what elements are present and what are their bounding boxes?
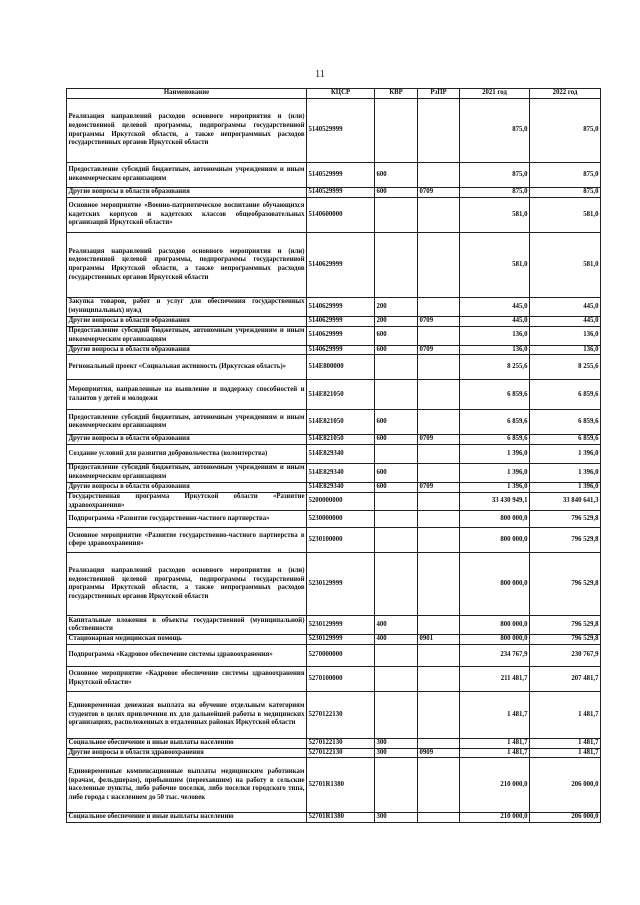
cell-name: Другие вопросы в области образования — [67, 345, 307, 355]
cell-2022: 33 840 641,3 — [530, 492, 601, 510]
table-row — [67, 492, 601, 510]
cell-code: 5270122130 — [307, 691, 375, 738]
cell-2021: 1 481,7 — [460, 748, 530, 758]
cell-2022: 581,0 — [530, 198, 601, 233]
table-row — [67, 233, 601, 298]
cell-code: 5230100000 — [307, 528, 375, 553]
cell-2022: 796 529,8 — [530, 553, 601, 616]
cell-rzpr — [418, 326, 460, 345]
cell-name: Предоставление субсидий бюджетным, автономным учреждениям и иным некоммерческим организациям — [67, 326, 307, 345]
table-row — [67, 317, 601, 327]
header-name: Наименование — [67, 89, 307, 99]
cell-2021: 211 481,7 — [460, 666, 530, 691]
cell-name: Единовременная денежная выплата на обучение отдельным категориям студентов в целях привлечения их для дальнейшей работы в медицинских организациях, расположенных в отдаленных районах Иркутской области — [67, 691, 307, 738]
cell-2021: 234 767,9 — [460, 644, 530, 666]
table-row — [67, 483, 601, 493]
cell-code: 514E821050 — [307, 380, 375, 410]
header-rzpr: РзПР — [418, 89, 460, 99]
table-row — [67, 528, 601, 553]
table-row — [67, 748, 601, 758]
header-code: КЦСР — [307, 89, 375, 99]
table-row — [67, 410, 601, 435]
cell-2022: 1 481,7 — [530, 748, 601, 758]
header-kvr: КВР — [375, 89, 418, 99]
cell-kvr: 600 — [375, 483, 418, 493]
cell-2022: 1 396,0 — [530, 483, 601, 493]
cell-name: Основное мероприятие «Кадровое обеспечение системы здравоохранения Иркутской области» — [67, 666, 307, 691]
cell-kvr — [375, 691, 418, 738]
cell-2022: 6 859,6 — [530, 410, 601, 435]
cell-rzpr: 0709 — [418, 435, 460, 445]
cell-2021: 445,0 — [460, 298, 530, 317]
cell-code: 5230129999 — [307, 616, 375, 635]
cell-kvr — [375, 380, 418, 410]
cell-name: Другие вопросы в области здравоохранения — [67, 748, 307, 758]
cell-code: 5270000000 — [307, 644, 375, 666]
table-row — [67, 616, 601, 635]
cell-name: Другие вопросы в области образования — [67, 188, 307, 198]
cell-name: Государственная программа Иркутской области «Развитие здравоохранения» — [67, 492, 307, 510]
cell-2021: 875,0 — [460, 99, 530, 163]
cell-rzpr — [418, 298, 460, 317]
cell-kvr — [375, 511, 418, 528]
cell-2021: 136,0 — [460, 345, 530, 355]
cell-rzpr — [418, 691, 460, 738]
cell-name: Создание условий для развития добровольчества (волонтерства) — [67, 445, 307, 464]
cell-code: 5230129999 — [307, 635, 375, 645]
table-row — [67, 188, 601, 198]
cell-name: Стационарная медицинская помощь — [67, 635, 307, 645]
cell-name: Основное мероприятие «Развитие государственно-частного партнерства в сфере здравоохранения» — [67, 528, 307, 553]
cell-2022: 6 859,6 — [530, 380, 601, 410]
cell-code: 5270100000 — [307, 666, 375, 691]
table-header-row — [67, 89, 601, 99]
cell-2021: 875,0 — [460, 163, 530, 188]
cell-2021: 1 396,0 — [460, 464, 530, 483]
cell-2022: 206 000,0 — [530, 813, 601, 823]
table-row — [67, 198, 601, 233]
cell-rzpr: 0709 — [418, 188, 460, 198]
cell-2022: 875,0 — [530, 188, 601, 198]
cell-name: Единовременные компенсационные выплаты медицинским работникам (врачам, фельдшерам), прибывшим (переехавшим) на работу в сельские населенные пункты, либо рабочие поселки, либо поселки городского типа, либо города с населением до 50 тыс. человек — [67, 758, 307, 813]
cell-2021: 800 000,0 — [460, 528, 530, 553]
cell-2021: 800 000,0 — [460, 553, 530, 616]
cell-2021: 210 000,0 — [460, 813, 530, 823]
cell-code: 5270122130 — [307, 748, 375, 758]
table-row — [67, 666, 601, 691]
cell-rzpr: 0709 — [418, 345, 460, 355]
cell-kvr: 600 — [375, 464, 418, 483]
cell-rzpr — [418, 511, 460, 528]
cell-kvr: 600 — [375, 410, 418, 435]
cell-2022: 136,0 — [530, 345, 601, 355]
cell-2022: 1 396,0 — [530, 445, 601, 464]
cell-code: 514E829340 — [307, 464, 375, 483]
cell-2021: 8 255,6 — [460, 355, 530, 380]
cell-kvr: 300 — [375, 813, 418, 823]
cell-code: 5200000000 — [307, 492, 375, 510]
cell-2022: 8 255,6 — [530, 355, 601, 380]
cell-name: Реализация направлений расходов основного мероприятия и (или) ведомственной целевой программы, подпрограммы государственной программы Иркутской области, а также непрограммных расходов государственных органов Иркутской области — [67, 553, 307, 616]
cell-kvr: 600 — [375, 326, 418, 345]
table-row — [67, 813, 601, 823]
cell-code: 5140629999 — [307, 345, 375, 355]
cell-name: Реализация направлений расходов основного мероприятия и (или) ведомственной целевой программы, подпрограммы государственной программы Иркутской области, а также непрограммных расходов государственных органов Иркутской области — [67, 99, 307, 163]
cell-2022: 1 396,0 — [530, 464, 601, 483]
cell-kvr — [375, 198, 418, 233]
cell-rzpr — [418, 553, 460, 616]
cell-rzpr — [418, 813, 460, 823]
cell-2021: 6 859,6 — [460, 435, 530, 445]
cell-kvr — [375, 758, 418, 813]
cell-2022: 445,0 — [530, 298, 601, 317]
table-row — [67, 326, 601, 345]
cell-name: Подпрограмма «Развитие государственно-частного партнерства» — [67, 511, 307, 528]
cell-2022: 136,0 — [530, 326, 601, 345]
cell-kvr: 200 — [375, 317, 418, 327]
cell-2021: 800 000,0 — [460, 635, 530, 645]
cell-rzpr — [418, 738, 460, 748]
cell-2021: 136,0 — [460, 326, 530, 345]
cell-2021: 6 859,6 — [460, 380, 530, 410]
table-row — [67, 635, 601, 645]
table-row — [67, 464, 601, 483]
cell-2022: 581,0 — [530, 233, 601, 298]
table-row — [67, 691, 601, 738]
cell-rzpr — [418, 445, 460, 464]
cell-rzpr: 0901 — [418, 635, 460, 645]
cell-name: Другие вопросы в области образования — [67, 435, 307, 445]
cell-rzpr — [418, 163, 460, 188]
cell-2022: 875,0 — [530, 163, 601, 188]
cell-rzpr — [418, 666, 460, 691]
table-row — [67, 553, 601, 616]
table-row — [67, 738, 601, 748]
table-row — [67, 758, 601, 813]
cell-name: Мероприятия, направленные на выявление и поддержку способностей и талантов у детей и молодежи — [67, 380, 307, 410]
cell-rzpr — [418, 410, 460, 435]
cell-2021: 1 396,0 — [460, 445, 530, 464]
cell-name: Подпрограмма «Кадровое обеспечение системы здравоохранения» — [67, 644, 307, 666]
cell-2021: 800 000,0 — [460, 511, 530, 528]
cell-2021: 6 859,6 — [460, 410, 530, 435]
cell-2022: 207 481,7 — [530, 666, 601, 691]
cell-code: 5230000000 — [307, 511, 375, 528]
cell-2021: 445,0 — [460, 317, 530, 327]
cell-2022: 230 767,9 — [530, 644, 601, 666]
header-2022: 2022 год — [530, 89, 601, 99]
cell-2022: 875,0 — [530, 99, 601, 163]
table-row — [67, 511, 601, 528]
cell-2022: 796 529,8 — [530, 635, 601, 645]
cell-rzpr: 0709 — [418, 317, 460, 327]
cell-code: 514E821050 — [307, 435, 375, 445]
cell-code: 514E821050 — [307, 410, 375, 435]
table-row — [67, 345, 601, 355]
cell-2022: 206 000,0 — [530, 758, 601, 813]
cell-kvr — [375, 99, 418, 163]
cell-2022: 796 529,8 — [530, 511, 601, 528]
cell-kvr — [375, 355, 418, 380]
cell-2021: 875,0 — [460, 188, 530, 198]
cell-kvr — [375, 528, 418, 553]
cell-2022: 445,0 — [530, 317, 601, 327]
cell-kvr: 600 — [375, 345, 418, 355]
cell-rzpr — [418, 355, 460, 380]
cell-code: 5140629999 — [307, 233, 375, 298]
cell-2021: 581,0 — [460, 233, 530, 298]
table-row — [67, 99, 601, 163]
cell-2022: 1 481,7 — [530, 738, 601, 748]
cell-code: 5140529999 — [307, 188, 375, 198]
cell-2022: 6 859,6 — [530, 435, 601, 445]
cell-rzpr — [418, 99, 460, 163]
cell-rzpr — [418, 233, 460, 298]
cell-2021: 210 000,0 — [460, 758, 530, 813]
cell-kvr: 300 — [375, 748, 418, 758]
cell-code: 5140529999 — [307, 163, 375, 188]
cell-rzpr — [418, 380, 460, 410]
cell-code: 514E829340 — [307, 445, 375, 464]
table-row — [67, 163, 601, 188]
cell-name: Капитальные вложения в объекты государственной (муниципальной) собственности — [67, 616, 307, 635]
table-row — [67, 355, 601, 380]
cell-name: Другие вопросы в области образования — [67, 483, 307, 493]
cell-2022: 796 529,8 — [530, 616, 601, 635]
cell-kvr: 400 — [375, 616, 418, 635]
cell-kvr — [375, 445, 418, 464]
cell-code: 5230129999 — [307, 553, 375, 616]
cell-kvr — [375, 233, 418, 298]
cell-code: 5140629999 — [307, 298, 375, 317]
cell-rzpr — [418, 492, 460, 510]
cell-kvr — [375, 553, 418, 616]
cell-2022: 1 481,7 — [530, 691, 601, 738]
cell-code: 5140629999 — [307, 317, 375, 327]
cell-kvr: 600 — [375, 163, 418, 188]
cell-kvr: 600 — [375, 435, 418, 445]
table-body — [67, 99, 601, 823]
cell-2021: 581,0 — [460, 198, 530, 233]
cell-name: Реализация направлений расходов основного мероприятия и (или) ведомственной целевой программы, подпрограммы государственной программы Иркутской области, а также непрограммных расходов государственных органов Иркутской области — [67, 233, 307, 298]
cell-rzpr — [418, 464, 460, 483]
cell-2022: 796 529,8 — [530, 528, 601, 553]
cell-rzpr: 0709 — [418, 483, 460, 493]
cell-kvr — [375, 666, 418, 691]
cell-code: 5140629999 — [307, 326, 375, 345]
header-2021: 2021 год — [460, 89, 530, 99]
cell-kvr — [375, 644, 418, 666]
cell-name: Закупка товаров, работ и услуг для обеспечения государственных (муниципальных) нужд — [67, 298, 307, 317]
cell-kvr: 200 — [375, 298, 418, 317]
cell-2021: 1 481,7 — [460, 691, 530, 738]
cell-code: 52701R1380 — [307, 813, 375, 823]
cell-2021: 33 430 949,1 — [460, 492, 530, 510]
cell-rzpr — [418, 758, 460, 813]
cell-rzpr — [418, 616, 460, 635]
cell-code: 5140529999 — [307, 99, 375, 163]
cell-code: 514E800000 — [307, 355, 375, 380]
cell-name: Региональный проект «Социальная активность (Иркутская область)» — [67, 355, 307, 380]
cell-name: Социальное обеспечение и иные выплаты населению — [67, 813, 307, 823]
cell-name: Основное мероприятие «Военно-патриотическое воспитание обучающихся кадетских корпусов и кадетских классов общеобразовательных организаций Иркутской области» — [67, 198, 307, 233]
cell-code: 5140600000 — [307, 198, 375, 233]
cell-kvr: 600 — [375, 188, 418, 198]
cell-rzpr: 0909 — [418, 748, 460, 758]
page-number: 11 — [315, 69, 325, 80]
cell-code: 5270122130 — [307, 738, 375, 748]
cell-code: 52701R1380 — [307, 758, 375, 813]
cell-2021: 1 481,7 — [460, 738, 530, 748]
cell-rzpr — [418, 644, 460, 666]
cell-name: Другие вопросы в области образования — [67, 317, 307, 327]
cell-name: Предоставление субсидий бюджетным, автономным учреждениям и иным некоммерческим организациям — [67, 410, 307, 435]
cell-name: Социальное обеспечение и иные выплаты населению — [67, 738, 307, 748]
cell-code: 514E829340 — [307, 483, 375, 493]
table-row — [67, 445, 601, 464]
cell-kvr: 300 — [375, 738, 418, 748]
cell-2021: 800 000,0 — [460, 616, 530, 635]
table-row — [67, 644, 601, 666]
cell-name: Предоставление субсидий бюджетным, автономным учреждениям и иным некоммерческим организациям — [67, 464, 307, 483]
budget-table — [66, 88, 601, 823]
cell-kvr — [375, 492, 418, 510]
cell-2021: 1 396,0 — [460, 483, 530, 493]
table-row — [67, 435, 601, 445]
cell-rzpr — [418, 198, 460, 233]
table-row — [67, 380, 601, 410]
cell-kvr: 400 — [375, 635, 418, 645]
table-row — [67, 298, 601, 317]
cell-name: Предоставление субсидий бюджетным, автономным учреждениям и иным некоммерческим организациям — [67, 163, 307, 188]
cell-rzpr — [418, 528, 460, 553]
